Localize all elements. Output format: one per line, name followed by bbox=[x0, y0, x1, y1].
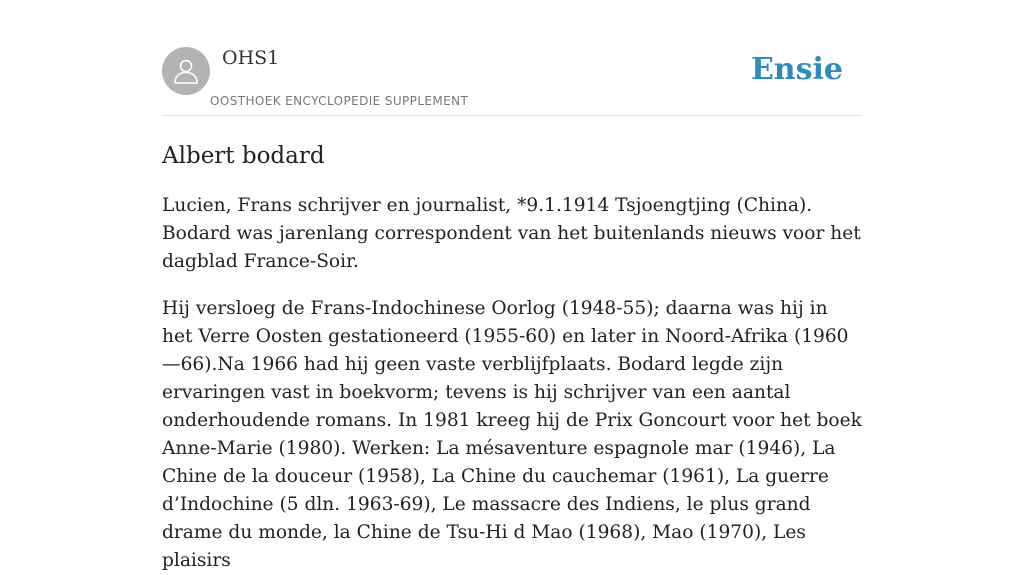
page bbox=[162, 0, 862, 575]
header bbox=[162, 0, 862, 116]
user-silhouette-icon bbox=[171, 56, 201, 86]
article-title: Albert bodard bbox=[162, 143, 325, 169]
author-name-link[interactable]: OHS1 bbox=[222, 47, 280, 69]
ensie-logo[interactable]: Ensie bbox=[750, 52, 843, 87]
article-paragraph: Lucien, Frans schrijver en journalist, *9.1.1914 Tsjoengtjing (China). Bodard was jarenlang correspondent van het buitenlands nieuws voor het dagblad France-Soir. bbox=[162, 195, 861, 272]
article-paragraph: Hij versloeg de Frans-Indochinese Oorlog (1948-55); daarna was hij in het Verre Oosten gestationeerd (1955-60) en later in Noord-Afrika (1960—66).Na 1966 had hij geen vaste verblijfplaats. Bodard legde zijn ervaringen vast in boekvorm; tevens is hij schrijver van een aantal onderhoudende romans. In 1981 kreeg hij de Prix Goncourt voor het boek Anne-Marie (1980). Werken: La mésaventure espagnole mar (1946), La Chine de la douceur (1958), La Chine du cauchemar (1961), La guerre d’Indochine (5 dln. 1963-69), Le massacre des Indiens, le plus grand drame du monde, la Chine de Tsu-Hi d Mao (1968), Mao (1970), Les plaisirs bbox=[162, 298, 862, 571]
source-link[interactable]: OOSTHOEK ENCYCLOPEDIE SUPPLEMENT bbox=[210, 94, 469, 108]
author-avatar[interactable] bbox=[162, 47, 210, 95]
